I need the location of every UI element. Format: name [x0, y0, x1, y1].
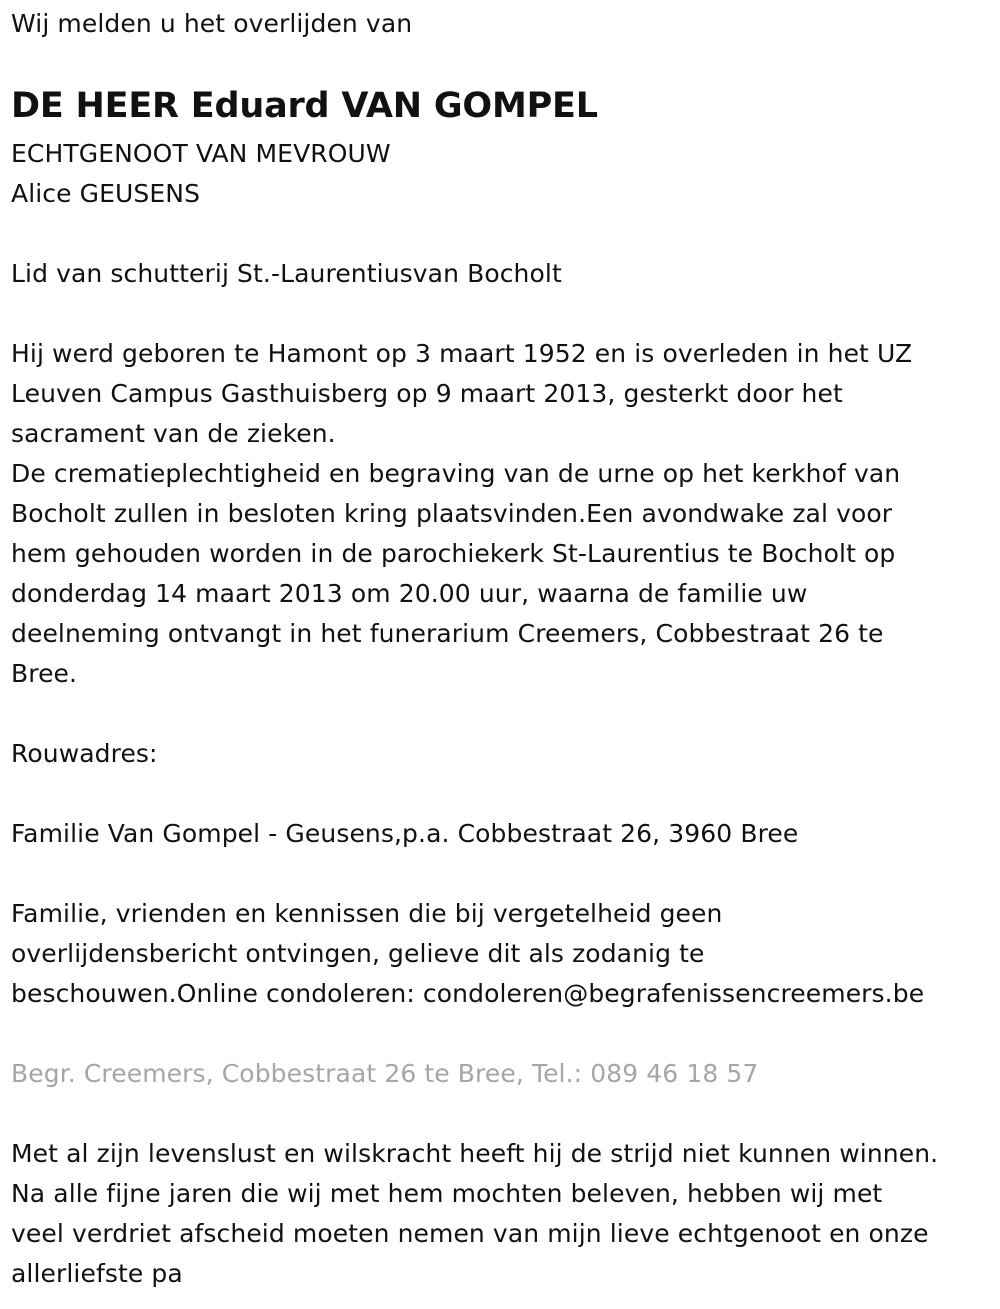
closing-line: veel verdriet afscheid moeten nemen van mijn lieve echtgenoot en onze	[11, 1219, 929, 1248]
funeral-home-contact: Begr. Creemers, Cobbestraat 26 te Bree, Tel.: 089 46 18 57	[11, 1059, 759, 1088]
body-line: hem gehouden worden in de parochiekerk St-Laurentius te Bocholt op	[11, 539, 896, 568]
spouse-line-2: Alice GEUSENS	[11, 179, 201, 208]
membership-text: Lid van schutterij St.-Laurentiusvan Bocholt	[11, 259, 562, 288]
notice-line: beschouwen.Online condoleren: condoleren@begrafenissencreemers.be	[11, 979, 925, 1008]
body-line: sacrament van de zieken.	[11, 419, 336, 448]
closing-line: Met al zijn levenslust en wilskracht heeft hij de strijd niet kunnen winnen.	[11, 1139, 939, 1168]
closing-line: Na alle fijne jaren die wij met hem mochten beleven, hebben wij met	[11, 1179, 883, 1208]
body-line: Leuven Campus Gasthuisberg op 9 maart 2013, gesterkt door het	[11, 379, 843, 408]
closing-line: allerliefste pa	[11, 1259, 183, 1288]
intro-text: Wij melden u het overlijden van	[11, 9, 413, 38]
body-line: Bree.	[11, 659, 78, 688]
notice-line: Familie, vrienden en kennissen die bij vergetelheid geen	[11, 899, 723, 928]
spouse-line-1: ECHTGENOOT VAN MEVROUW	[11, 139, 391, 168]
notice-line: overlijdensbericht ontvingen, gelieve dit als zodanig te	[11, 939, 705, 968]
mourning-address-label: Rouwadres:	[11, 739, 158, 768]
body-line: De crematieplechtigheid en begraving van de urne op het kerkhof van	[11, 459, 901, 488]
body-line: donderdag 14 maart 2013 om 20.00 uur, waarna de familie uw	[11, 579, 808, 608]
body-line: deelneming ontvangt in het funerarium Creemers, Cobbestraat 26 te	[11, 619, 884, 648]
deceased-name: DE HEER Eduard VAN GOMPEL	[11, 86, 598, 126]
mourning-address: Familie Van Gompel - Geusens,p.a. Cobbestraat 26, 3960 Bree	[11, 819, 799, 848]
body-line: Hij werd geboren te Hamont op 3 maart 1952 en is overleden in het UZ	[11, 339, 913, 368]
body-line: Bocholt zullen in besloten kring plaatsvinden.Een avondwake zal voor	[11, 499, 893, 528]
